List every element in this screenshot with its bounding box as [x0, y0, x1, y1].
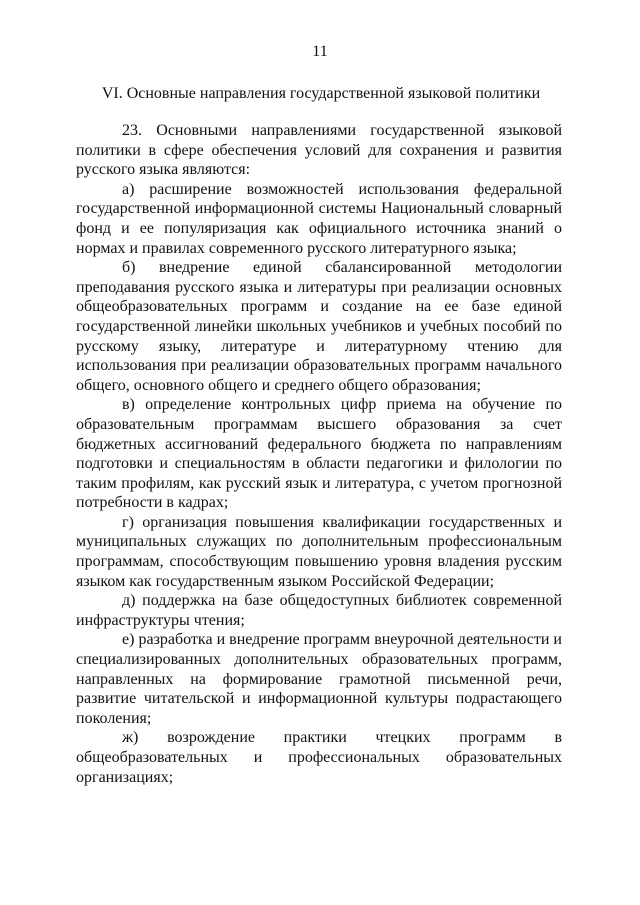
- paragraph-item-g: г) организация повышения квалификации государственных и муниципальных служащих по дополнительным профессиональным программам, способствующим повышению уровня владения русским языком как государственным языком Российской Федерации;: [76, 513, 562, 590]
- paragraph-item-b: б) внедрение единой сбалансированной методологии преподавания русского языка и литературы при реализации основных общеобразовательных программ и создание на ее базе единой государственной линейки школьных учебников и учебных пособий по русскому языку, литературе и литературному чтению для использования при реализации образовательных программ начального общего, основного общего и среднего общего образования;: [76, 259, 562, 394]
- paragraph-item-a: а) расширение возможностей использования федеральной государственной информационной системы Национальный словарный фонд и ее популяризация как официального источника знаний о нормах и правилах современного русского литературного языка;: [76, 180, 562, 257]
- paragraph-item-v: в) определение контрольных цифр приема на обучение по образовательным программам высшего образования за счет бюджетных ассигнований федерального бюджета по направлениям подготовки и специальностям в области педагогики и филологии по таким профилям, как русский язык и литература, с учетом прогнозной потребности в кадрах;: [76, 396, 562, 512]
- paragraph-item-e: е) разработка и внедрение программ внеурочной деятельности и специализированных дополнительных образовательных программ, направленных на формирование грамотной письменной речи, развитие читательской и информационной культуры подрастающего поколения;: [76, 631, 562, 727]
- paragraph-item-zh: ж) возрождение практики чтецких программ в общеобразовательных и профессиональных образовательных организациях;: [76, 729, 562, 786]
- section-title: VI. Основные направления государственной языковой политики: [101, 85, 541, 102]
- page-number: 11: [312, 43, 328, 60]
- document-body: [76, 121, 562, 787]
- paragraph-23-intro: 23. Основными направлениями государственной языковой политики в сфере обеспечения условий для сохранения и развития русского языка являются:: [76, 122, 562, 179]
- paragraph-item-d: д) поддержка на базе общедоступных библиотек современной инфраструктуры чтения;: [76, 592, 562, 629]
